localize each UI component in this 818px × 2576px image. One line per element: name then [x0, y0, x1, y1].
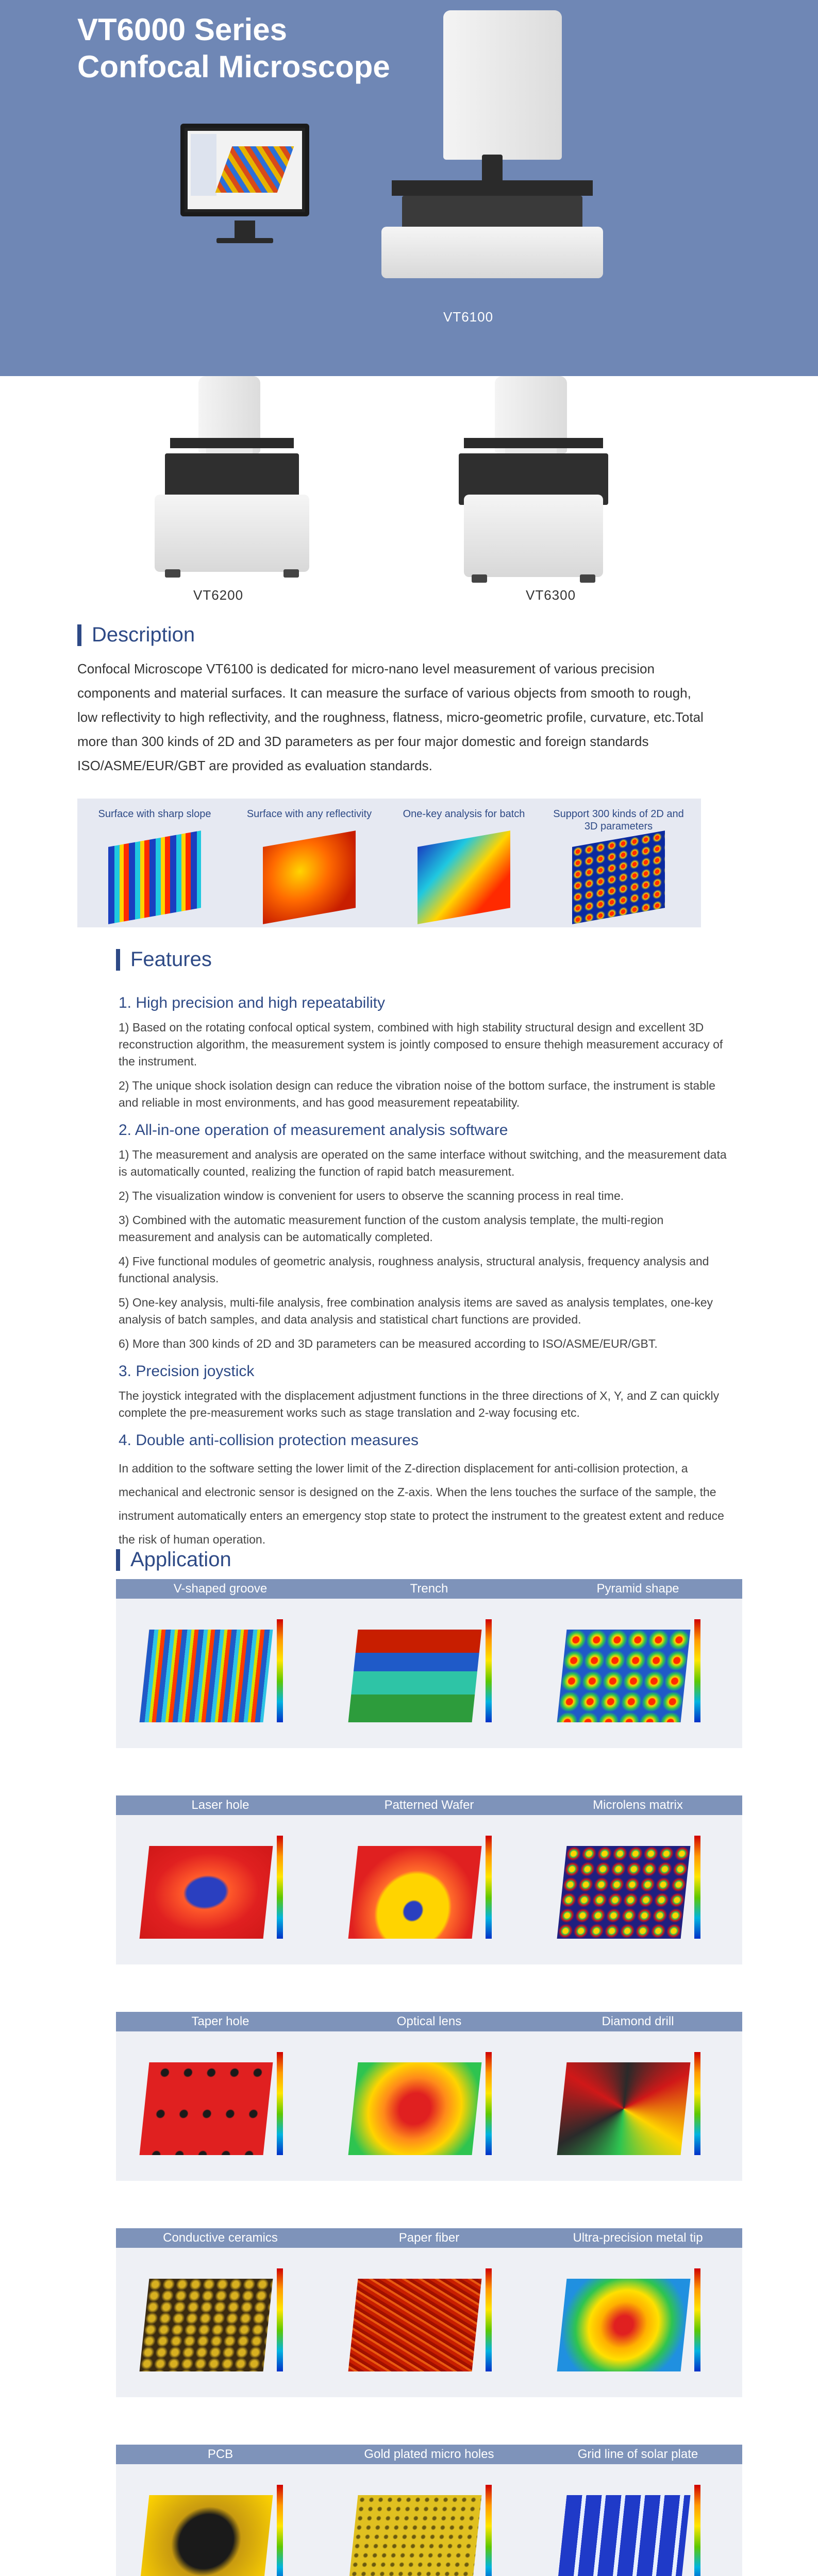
feature-title-1: 1. High precision and high repeatability	[119, 994, 385, 1011]
monitor-stand	[235, 221, 255, 240]
app-label-gold-holes: Gold plated micro holes	[364, 2447, 494, 2461]
feature-para: In addition to the software setting the lower limit of the Z-direction displacement for anti-collision protection, a mechanical and electronic sensor is designed on the Z-axis. When the lens touches the surface of the sample, the instrument automatically enters an emergency stop state to protect the instrument to the greatest extent and reduce the risk of human operation.	[119, 1462, 724, 1546]
app-label-pcb: PCB	[207, 2447, 233, 2461]
feature-para: 1) The measurement and analysis are operated on the same interface without switching, and the measurement data is automatically counted, realizing the function of rapid batch measurement.	[119, 1148, 727, 1178]
app-label-solar-grid: Grid line of solar plate	[577, 2447, 698, 2461]
feature-para: 6) More than 300 kinds of 2D and 3D parameters can be measured according to ISO/ASME/EUR/GBT.	[119, 1337, 658, 1350]
feature-para: The joystick integrated with the displacement adjustment functions in the three directions of X, Y, and Z can quickly complete the pre-measurement works such as stage translation and 2-way focusing etc.	[119, 1389, 720, 1419]
thumb-any-reflectivity: Surface with any reflectivity	[237, 799, 381, 916]
application-panel-2	[116, 1795, 742, 1964]
application-panel-4	[116, 2228, 742, 2397]
thumb-sharp-slope: Surface with sharp slope	[82, 799, 227, 916]
hero-title-line2: Confocal Microscope	[77, 49, 390, 84]
app-label-diamond-drill: Diamond drill	[602, 2014, 674, 2028]
feature-para: 4) Five functional modules of geometric analysis, roughness analysis, structural analysis, frequency analysis and functional analysis.	[119, 1255, 709, 1285]
description-heading: Description	[77, 623, 195, 647]
feature-para: 2) The visualization window is convenient for users to observe the scanning process in real time.	[119, 1189, 624, 1202]
feature-thumbnails	[77, 799, 701, 927]
app-label-paper-fiber: Paper fiber	[398, 2231, 460, 2245]
application-panel-5	[116, 2445, 742, 2576]
app-label-optical-lens: Optical lens	[396, 2014, 462, 2028]
thumb-one-key-analysis: One-key analysis for batch	[392, 799, 536, 916]
feature-title-4: 4. Double anti-collision protection measures	[119, 1432, 419, 1449]
monitor-base	[216, 238, 273, 243]
app-label-pyramid: Pyramid shape	[596, 1582, 679, 1596]
app-label-metal-tip: Ultra-precision metal tip	[573, 2231, 703, 2245]
application-panel-3	[116, 2012, 742, 2181]
hero-title	[77, 11, 390, 86]
app-label-laser-hole: Laser hole	[191, 1798, 249, 1812]
thumb-300-parameters: Support 300 kinds of 2D and 3D parameters	[546, 799, 691, 916]
hero-title-line1: VT6000 Series	[77, 12, 287, 47]
application-panel-1	[116, 1579, 742, 1748]
feature-para: 3) Combined with the automatic measurement function of the custom analysis template, the multi-region measurement and analysis can be automatically completed.	[119, 1213, 664, 1244]
vt6300-label: VT6300	[526, 587, 576, 603]
feature-para: 5) One-key analysis, multi-file analysis, free combination analysis items are saved as analysis templates, one-key analysis of batch samples, and data analysis and statistical chart functions are provided.	[119, 1296, 713, 1326]
description-section	[0, 613, 818, 1571]
features-list	[119, 984, 737, 1551]
app-label-taper-hole: Taper hole	[191, 2014, 249, 2028]
features-heading: Features	[116, 948, 212, 971]
hero-banner	[0, 0, 818, 376]
monitor-image	[180, 124, 309, 216]
app-label-patterned-wafer: Patterned Wafer	[384, 1798, 474, 1812]
feature-title-2: 2. All-in-one operation of measurement analysis software	[119, 1122, 508, 1139]
feature-para: 1) Based on the rotating confocal optical system, combined with high stability structural design and excellent 3D reconstruction algorithm, the measurement system is jointly composed to ensure thehigh measurement accuracy of the instrument.	[119, 1021, 723, 1068]
vt6200-label: VT6200	[193, 587, 244, 603]
feature-title-3: 3. Precision joystick	[119, 1363, 255, 1380]
application-heading: Application	[116, 1548, 231, 1571]
app-label-trench: Trench	[410, 1582, 448, 1596]
feature-para: 2) The unique shock isolation design can reduce the vibration noise of the bottom surface, the instrument is stable and reliable in most environments, and has good measurement repeatability.	[119, 1079, 715, 1109]
application-section	[0, 1548, 818, 2576]
product-row	[0, 376, 818, 613]
app-label-conductive-ceramics: Conductive ceramics	[163, 2231, 278, 2245]
description-text: Confocal Microscope VT6100 is dedicated for micro-nano level measurement of various precision components and material surfaces. It can measure the surface of various objects from smooth to rough, low reflectivity to high reflectivity, and the roughness, flatness, micro-geometric profile, curvature, etc.Total more than 300 kinds of 2D and 3D parameters as per four major domestic and foreign standards ISO/ASME/EUR/GBT are provided as evaluation standards.	[77, 661, 704, 773]
vt6100-label: VT6100	[443, 309, 494, 325]
app-label-microlens: Microlens matrix	[593, 1798, 683, 1812]
app-label-v-groove: V-shaped groove	[173, 1582, 268, 1596]
